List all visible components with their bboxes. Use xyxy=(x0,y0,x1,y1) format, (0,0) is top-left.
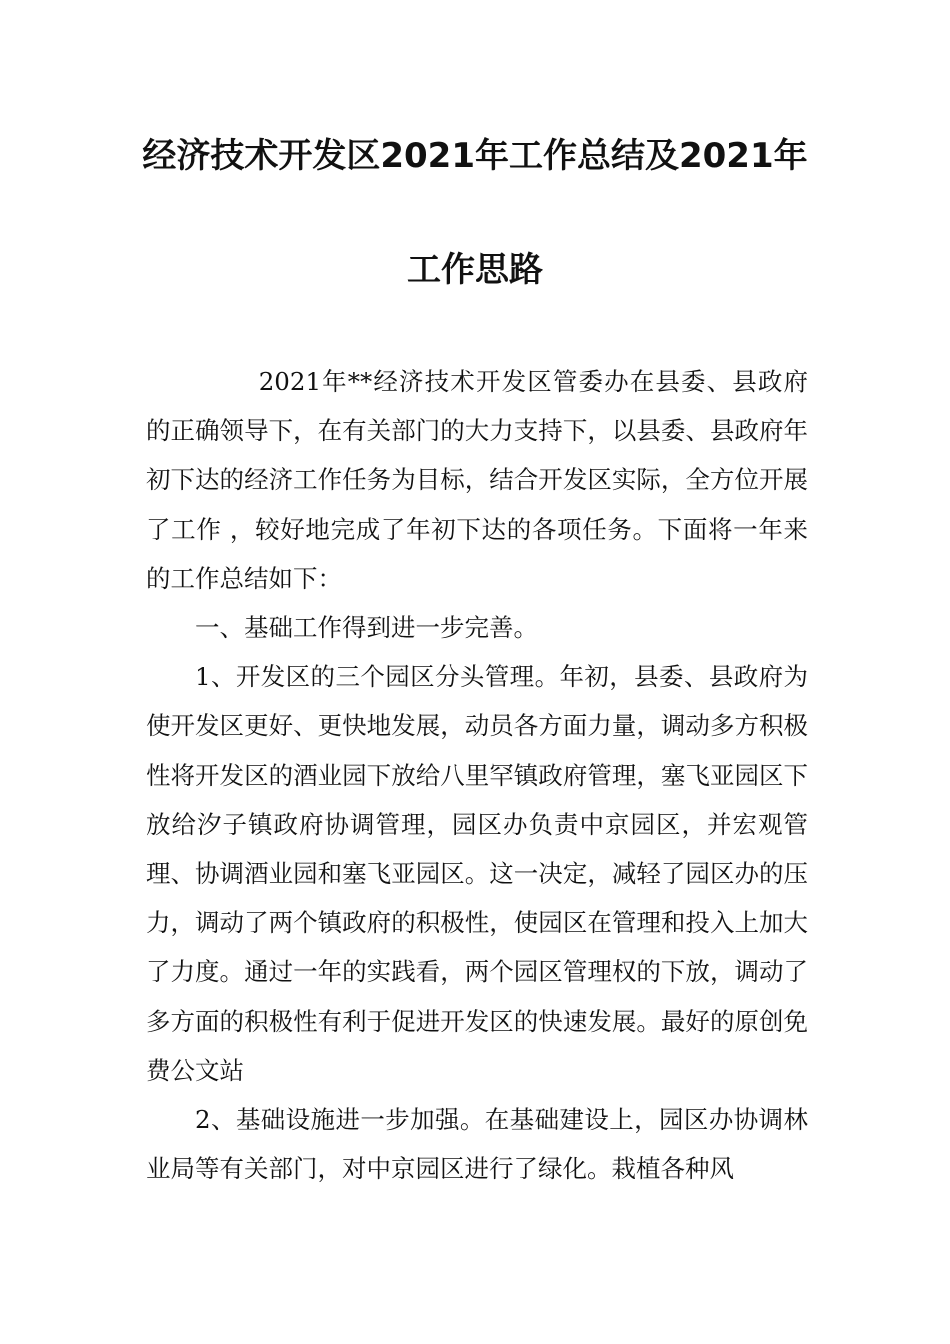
document-body xyxy=(146,357,808,1193)
document-title-line-1: 经济技术开发区2021年工作总结及2021年 xyxy=(142,136,808,176)
paragraph-intro: 2021年**经济技术开发区管委办在县委、县政府的正确领导下，在有关部门的大力支持下，以县委、县政府年初下达的经济工作任务为目标，结合开发区实际，全方位开展了工作 ，较好地完成了年初下达的各项任务。下面将一年来的工作总结如下： xyxy=(146,367,808,593)
document-title-line-2: 工作思路 xyxy=(407,250,543,290)
paragraph-section-heading: 一、基础工作得到进一步完善。 xyxy=(195,613,538,643)
paragraph-item-1: 1、开发区的三个园区分头管理。年初，县委、县政府为使开发区更好、更快地发展，动员各方面力量，调动多方积极性将开发区的酒业园下放给八里罕镇政府管理，塞飞亚园区下放给汐子镇政府协调管理，园区办负责中京园区，并宏观管理、协调酒业园和塞飞亚园区。这一决定，减轻了园区办的压力，调动了两个镇政府的积极性，使园区在管理和投入上加大了力度。通过一年的实践看，两个园区管理权的下放，调动了多方面的积极性有利于促进开发区的快速发展。最好的原创免费公文站 xyxy=(146,662,808,1085)
paragraph-item-2: 2、基础设施进一步加强。在基础建设上，园区办协调林业局等有关部门，对中京园区进行了绿化。栽植各种风 xyxy=(146,1105,808,1184)
